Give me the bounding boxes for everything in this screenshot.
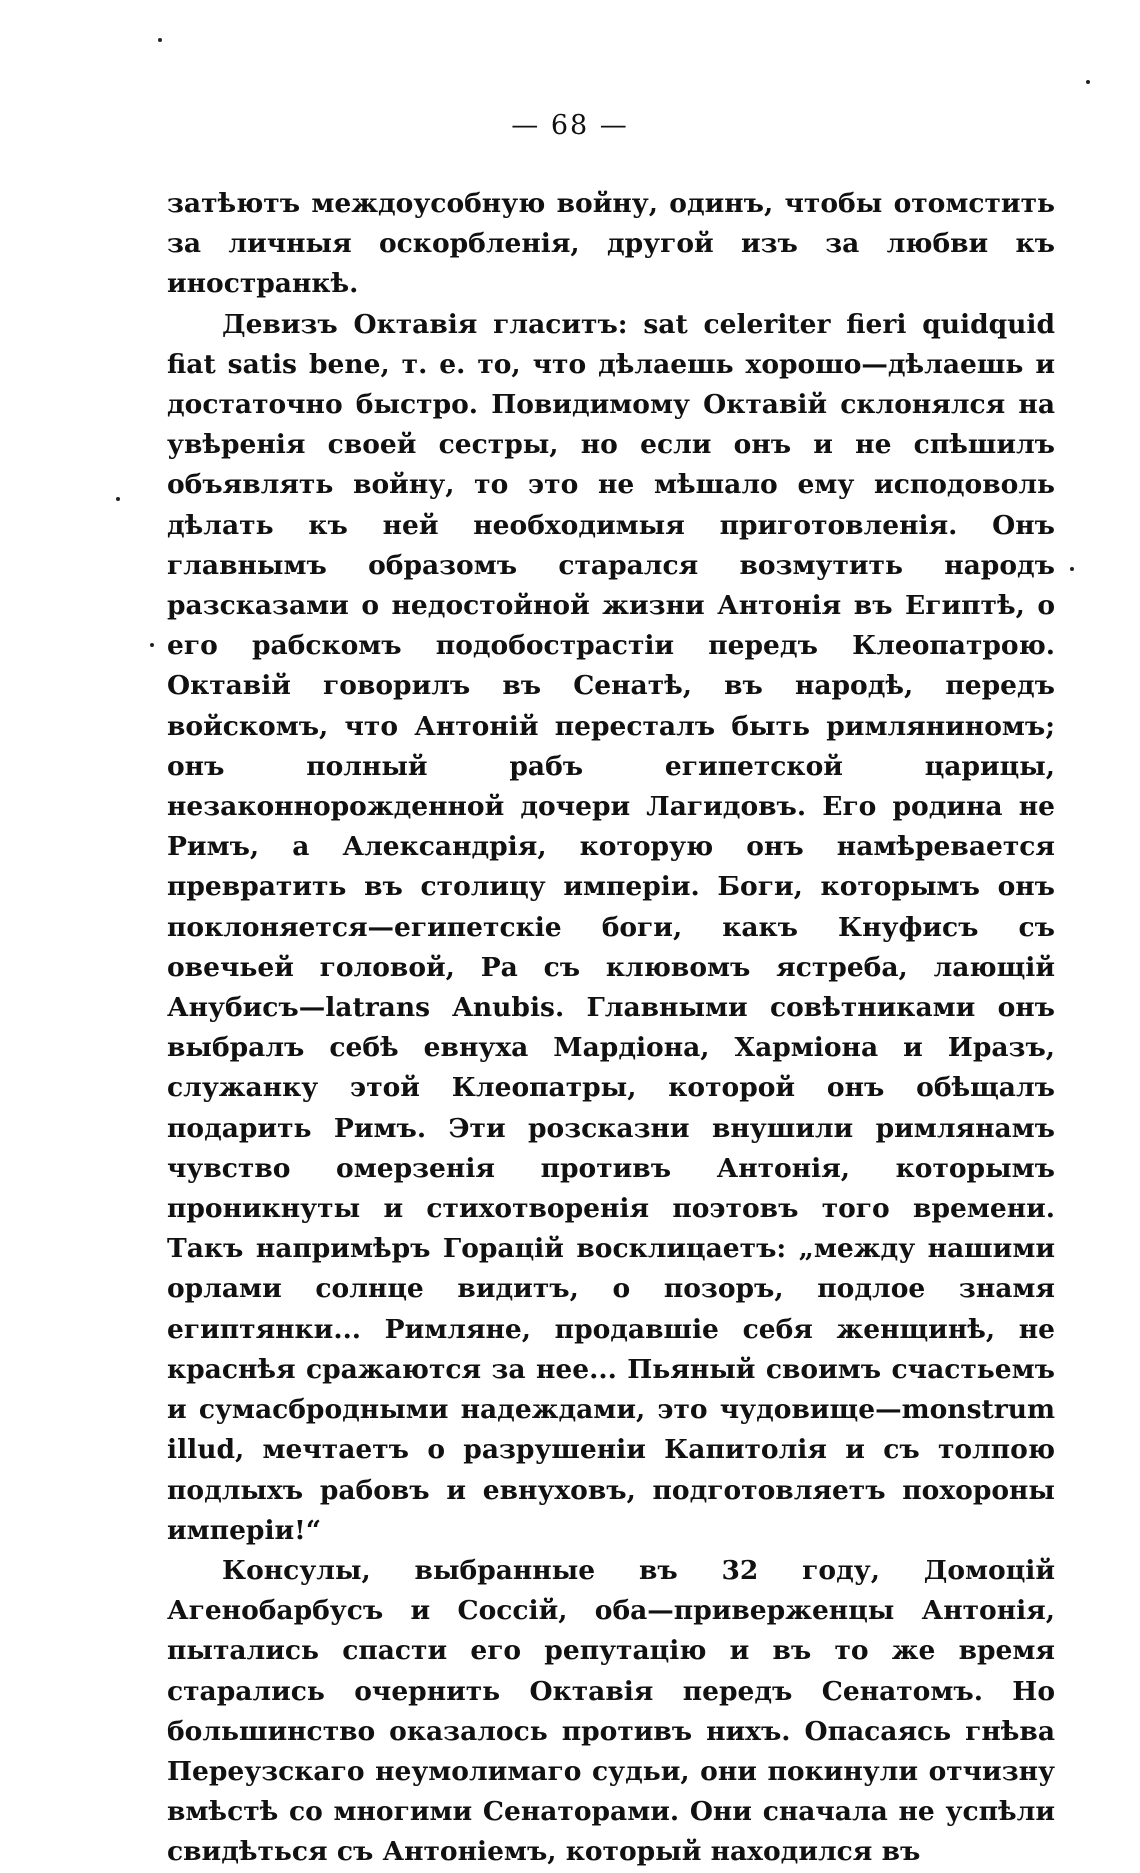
scan-speck [116,497,120,501]
scan-speck [1070,567,1074,571]
page-number: — 68 — [511,110,629,141]
paragraph-octavius-motto: Девизъ Октавія гласитъ: sat celeriter fieri quidquid fiat satis bene, т. е. то, что дѣлаешь хорошо—дѣлаешь и достаточно быстро. Повидимому Октавій склонялся на увѣренія своей сестры, но если онъ и не спѣшилъ объявлять войну, то это не мѣшало ему исподоволь дѣлать къ ней необходимыя приготовленія. Онъ главнымъ образомъ старался возмутить народъ разсказами о недостойной жизни Антонія въ Египтѣ, о его рабскомъ подобострастіи передъ Клеопатрою. Октавій говорилъ въ Сенатѣ, въ народѣ, передъ войскомъ, что Антоній пересталъ быть римляниномъ; онъ полный рабъ египетской царицы, незаконнорожденной дочери Лагидовъ. Его родина не Римъ, а Александрія, которую онъ намѣревается превратить въ столицу имперіи. Боги, которымъ онъ поклоняется—египетскіе боги, какъ Кнуфисъ съ овечьей головой, Ра съ клювомъ ястреба, лающій Анубисъ—latrans Anubis. Главными совѣтниками онъ выбралъ себѣ евнуха Мардіона, Харміона и Иразъ, служанку этой Клеопатры, которой онъ обѣщалъ подарить Римъ. Эти розсказни внушили римлянамъ чувство омерзенія противъ Антонія, которымъ проникнуты и стихотворенія поэтовъ того времени. Такъ напримѣръ Горацій восклицаетъ: „между нашими орлами солнце видитъ, о позоръ, подлое знамя египтянки... Римляне, продавшіе себя женщинѣ, не краснѣя сражаются за нее... Пьяный своимъ счастьемъ и сумасбродными надеждами, это чудовище—monstrum illud, мечтаетъ о разрушеніи Капитолія и съ толпою подлыхъ рабовъ и евнуховъ, подготовляетъ похороны имперіи!“ [167,308,1055,1546]
body-text [167,184,1055,1873]
paragraph-consuls: Консулы, выбранные въ 32 году, Домоцій Агенобарбусъ и Соссій, оба—приверженцы Антонія, пытались спасти его репутацію и въ то же время старались очернить Октавія передъ Сенатомъ. Но большинство оказалось противъ нихъ. Опасаясь гнѣва Переузскаго неумолимаго судьи, они покинули отчизну вмѣстѣ со многими Сенаторами. Они сначала не успѣли свидѣться съ Антоніемъ, который находился въ [167,1554,1055,1868]
paragraph-continued: затѣютъ междоусобную войну, одинъ, чтобы отомстить за личныя оскорбленія, другой изъ за любви къ иностранкѣ. [167,188,1055,300]
scan-speck [150,643,154,647]
scan-speck [1086,80,1090,84]
scan-speck [158,38,162,42]
